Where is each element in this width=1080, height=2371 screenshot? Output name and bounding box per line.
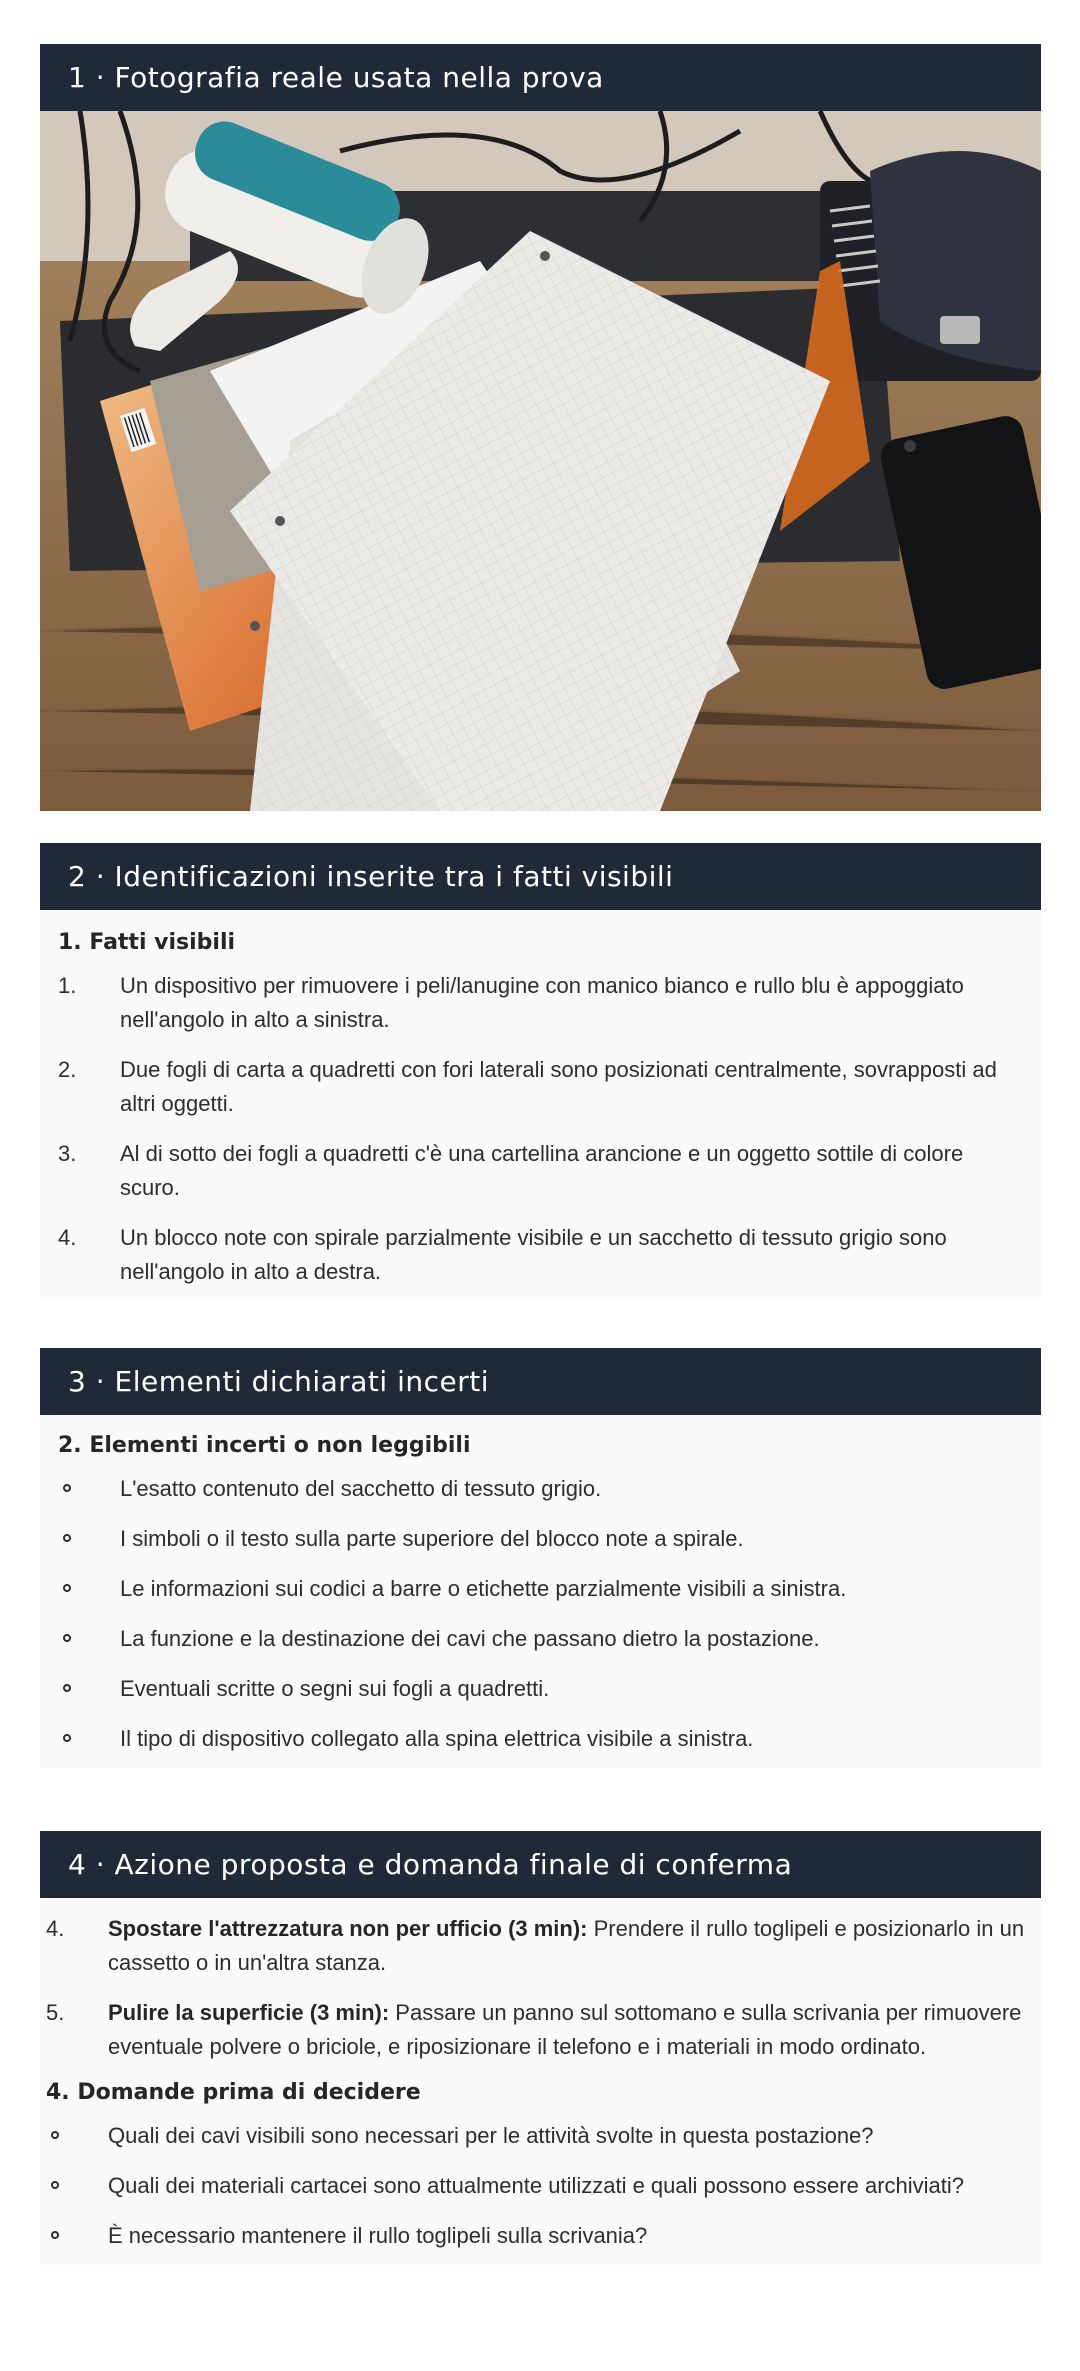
bullet-icon: [51, 2231, 59, 2239]
list-text: Quali dei materiali cartacei sono attualmente utilizzati e quali possono essere archiviati?: [108, 2173, 965, 2198]
list-item: [58, 1472, 1029, 1506]
bullet-icon: [63, 1634, 71, 1642]
action-title: Pulire la superficie (3 min):: [108, 2000, 390, 2025]
list-text: Un blocco note con spirale parzialmente visibile e un sacchetto di tessuto grigio sono nell'angolo in alto a destra.: [120, 1225, 947, 1284]
list-item: [58, 1053, 1029, 1121]
section-title: 4 · Azione proposta e domanda finale di conferma: [68, 1848, 793, 1881]
list-marker: 1.: [58, 973, 77, 998]
section-header: [40, 1831, 1041, 1898]
facts-subheading: 1. Fatti visibili: [58, 930, 236, 955]
list-text: Un dispositivo per rimuovere i peli/lanugine con manico bianco e rullo blu è appoggiato nell'angolo in alto a sinistra.: [120, 973, 964, 1032]
list-text: Al di sotto dei fogli a quadretti c'è una cartellina arancione e un oggetto sottile di colore scuro.: [120, 1141, 964, 1200]
list-marker: 4.: [58, 1225, 77, 1250]
list-item: [46, 2169, 1035, 2203]
list-item: [58, 1221, 1029, 1289]
list-item: [46, 2119, 1035, 2153]
section-photo: [40, 44, 1041, 811]
list-text: La funzione e la destinazione dei cavi che passano dietro la postazione.: [120, 1626, 820, 1651]
bullet-icon: [51, 2131, 59, 2139]
uncertain-subheading: 2. Elementi incerti o non leggibili: [58, 1433, 471, 1458]
uncertain-panel: [40, 1415, 1041, 1768]
list-text: È necessario mantenere il rullo toglipeli sulla scrivania?: [108, 2223, 648, 2248]
action-text: Passare un panno sul sottomano e sulla scrivania per rimuovere eventuale polvere o briciole, e riposizionare il telefono e i materiali in modo ordinato.: [108, 2000, 1022, 2059]
bullet-icon: [63, 1584, 71, 1592]
actions-list: [46, 1912, 1035, 2064]
action-text: Prendere il rullo toglipeli e posizionarlo in un cassetto o in un'altra stanza.: [108, 1916, 1025, 1975]
list-marker: 3.: [58, 1141, 77, 1166]
notebook-icon: [820, 151, 1041, 381]
questions-list: [46, 2119, 1035, 2253]
list-item: [58, 1572, 1029, 1606]
list-item: [58, 969, 1029, 1037]
desk-photo: [40, 111, 1041, 811]
action-title: Spostare l'attrezzatura non per ufficio (3 min):: [108, 1916, 588, 1941]
list-text: Due fogli di carta a quadretti con fori laterali sono posizionati centralmente, sovrapposti ad altri oggetti.: [120, 1057, 997, 1116]
section-title: 3 · Elementi dichiarati incerti: [68, 1365, 489, 1398]
section-action: [40, 1831, 1041, 2265]
list-text: I simboli o il testo sulla parte superiore del blocco note a spirale.: [120, 1526, 744, 1551]
bullet-icon: [63, 1534, 71, 1542]
section-visible-facts: [40, 843, 1041, 1299]
section-header: [40, 44, 1041, 111]
list-item: [58, 1722, 1029, 1756]
list-text: Le informazioni sui codici a barre o etichette parzialmente visibili a sinistra.: [120, 1576, 847, 1601]
list-marker: 5.: [46, 2000, 65, 2025]
list-text: Quali dei cavi visibili sono necessari per le attività svolte in questa postazione?: [108, 2123, 874, 2148]
questions-subheading: 4. Domande prima di decidere: [46, 2080, 421, 2105]
list-marker: 2.: [58, 1057, 77, 1082]
list-text: L'esatto contenuto del sacchetto di tessuto grigio.: [120, 1476, 602, 1501]
list-marker: 4.: [46, 1916, 65, 1941]
facts-panel: [40, 910, 1041, 1299]
section-uncertain: [40, 1348, 1041, 1768]
section-title: 2 · Identificazioni inserite tra i fatti visibili: [68, 860, 674, 893]
list-text: Il tipo di dispositivo collegato alla spina elettrica visibile a sinistra.: [120, 1726, 754, 1751]
bullet-icon: [63, 1734, 71, 1742]
list-item: [58, 1522, 1029, 1556]
uncertain-list: [58, 1472, 1029, 1756]
list-text: Eventuali scritte o segni sui fogli a quadretti.: [120, 1676, 550, 1701]
bullet-icon: [63, 1484, 71, 1492]
list-item: [46, 2219, 1035, 2253]
section-header: [40, 1348, 1041, 1415]
facts-list: [58, 969, 1029, 1289]
list-item: [46, 1996, 1035, 2064]
action-panel: [40, 1898, 1041, 2265]
section-title: 1 · Fotografia reale usata nella prova: [68, 61, 604, 94]
list-item: [58, 1137, 1029, 1205]
bullet-icon: [51, 2181, 59, 2189]
list-item: [58, 1622, 1029, 1656]
bullet-icon: [63, 1684, 71, 1692]
list-item: [58, 1672, 1029, 1706]
list-item: [46, 1912, 1035, 1980]
section-header: [40, 843, 1041, 910]
